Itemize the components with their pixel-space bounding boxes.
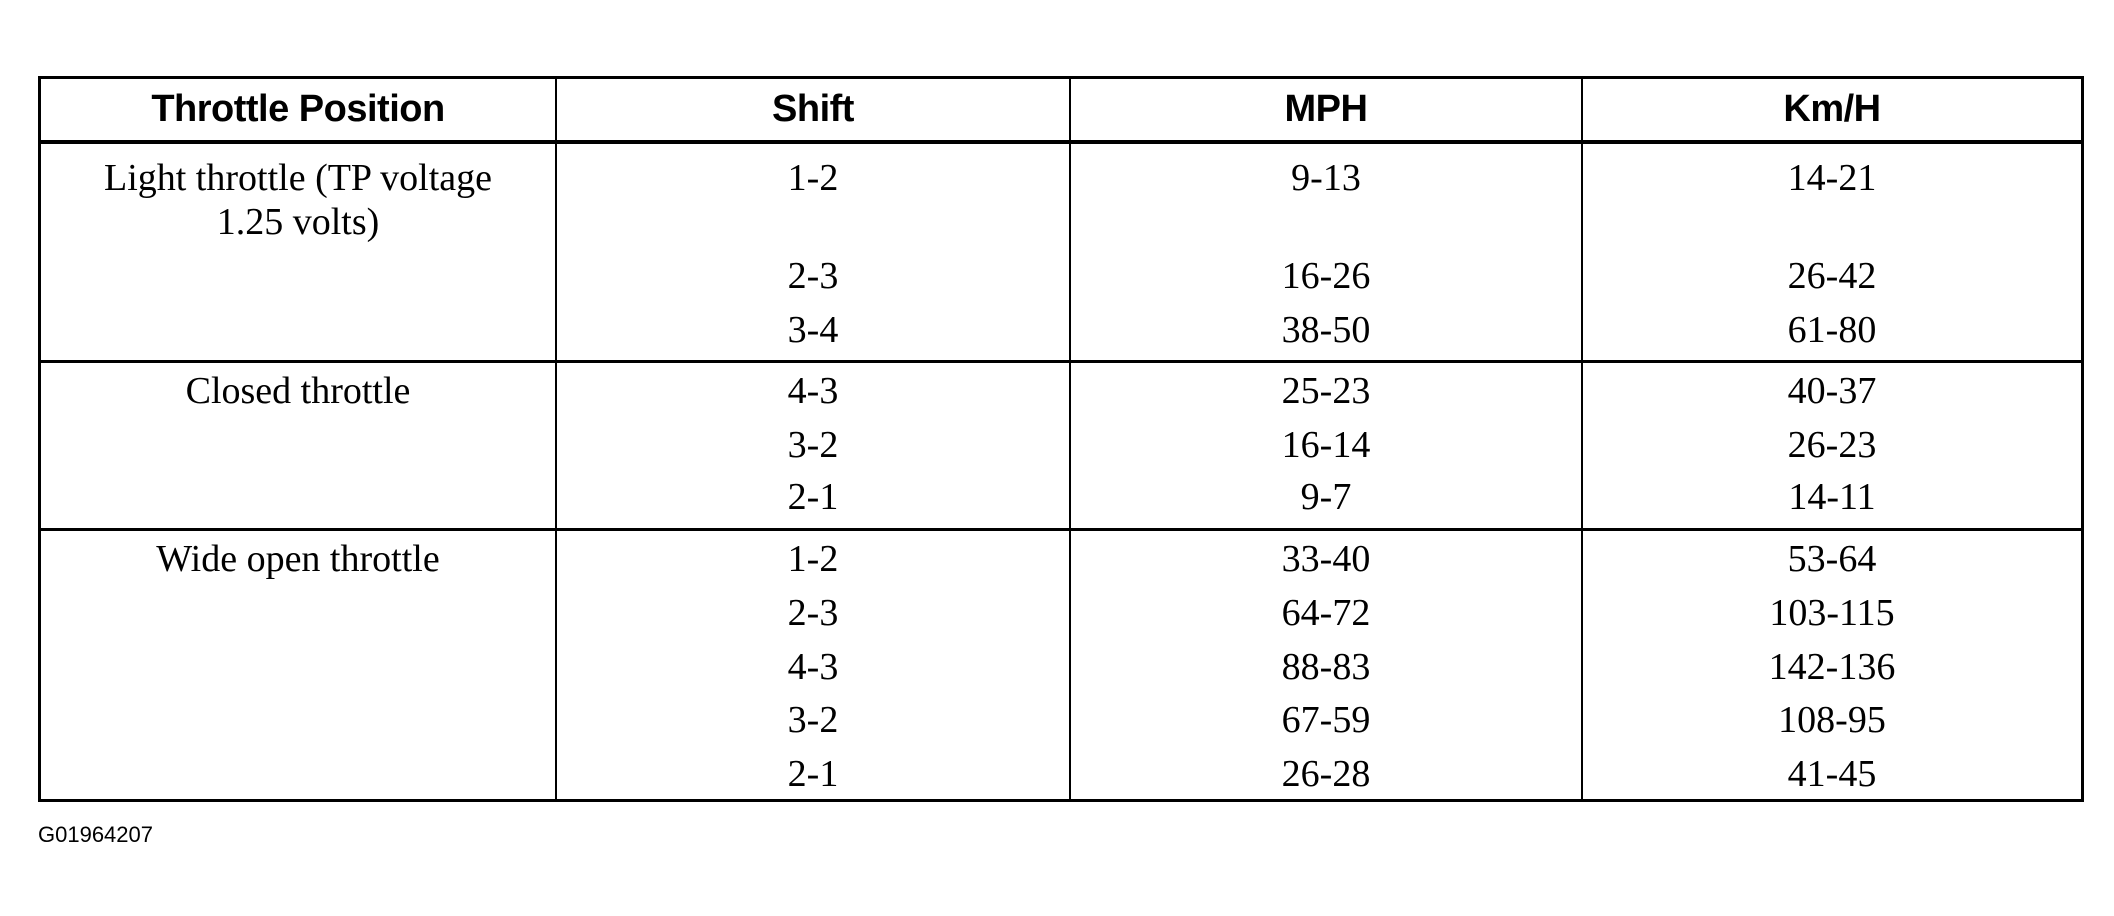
kmh-cell: 61-80: [1787, 309, 1877, 351]
figure-id: G01964207: [38, 822, 153, 847]
header-divider: [41, 140, 2081, 144]
shift-cell: 1-2: [787, 538, 839, 580]
shift-cell: 2-3: [787, 592, 839, 634]
kmh-cell: 40-37: [1787, 370, 1877, 412]
kmh-cell: 53-64: [1787, 538, 1877, 580]
mph-cell: 9-13: [1291, 157, 1361, 199]
kmh-cell: 14-11: [1788, 476, 1876, 518]
header-shift: Shift: [772, 88, 854, 130]
mph-cell: 88-83: [1281, 646, 1371, 688]
mph-cell: 26-28: [1281, 753, 1371, 795]
kmh-cell: 26-42: [1787, 255, 1877, 297]
group-divider: [41, 528, 2081, 531]
throttle-position-cell: Light throttle (TP voltage 1.25 volts): [103, 157, 492, 243]
shift-cell: 2-1: [787, 476, 839, 518]
throttle-position-cell: Closed throttle: [185, 370, 411, 412]
mph-cell: 33-40: [1281, 538, 1371, 580]
kmh-cell: 108-95: [1778, 699, 1886, 741]
header-throttle-position: Throttle Position: [151, 88, 445, 130]
shift-cell: 2-1: [787, 753, 839, 795]
group-divider: [41, 360, 2081, 363]
kmh-cell: 14-21: [1787, 157, 1877, 199]
shift-cell: 3-4: [787, 309, 839, 351]
kmh-cell: 142-136: [1768, 646, 1896, 688]
kmh-cell: 41-45: [1787, 753, 1877, 795]
mph-cell: 67-59: [1281, 699, 1371, 741]
mph-cell: 16-14: [1281, 424, 1371, 466]
header-mph: MPH: [1284, 88, 1368, 130]
mph-cell: 38-50: [1281, 309, 1371, 351]
kmh-cell: 103-115: [1769, 592, 1895, 634]
shift-speed-table: [38, 76, 2084, 802]
mph-cell: 9-7: [1300, 476, 1352, 518]
shift-cell: 4-3: [787, 370, 839, 412]
kmh-cell: 26-23: [1787, 424, 1877, 466]
header-kmh: Km/H: [1783, 88, 1881, 130]
mph-cell: 64-72: [1281, 592, 1371, 634]
shift-cell: 3-2: [787, 424, 839, 466]
mph-cell: 25-23: [1281, 370, 1371, 412]
shift-cell: 3-2: [787, 699, 839, 741]
mph-cell: 16-26: [1281, 255, 1371, 297]
shift-cell: 2-3: [787, 255, 839, 297]
shift-cell: 1-2: [787, 157, 839, 199]
throttle-position-cell: Wide open throttle: [156, 538, 440, 580]
shift-cell: 4-3: [787, 646, 839, 688]
